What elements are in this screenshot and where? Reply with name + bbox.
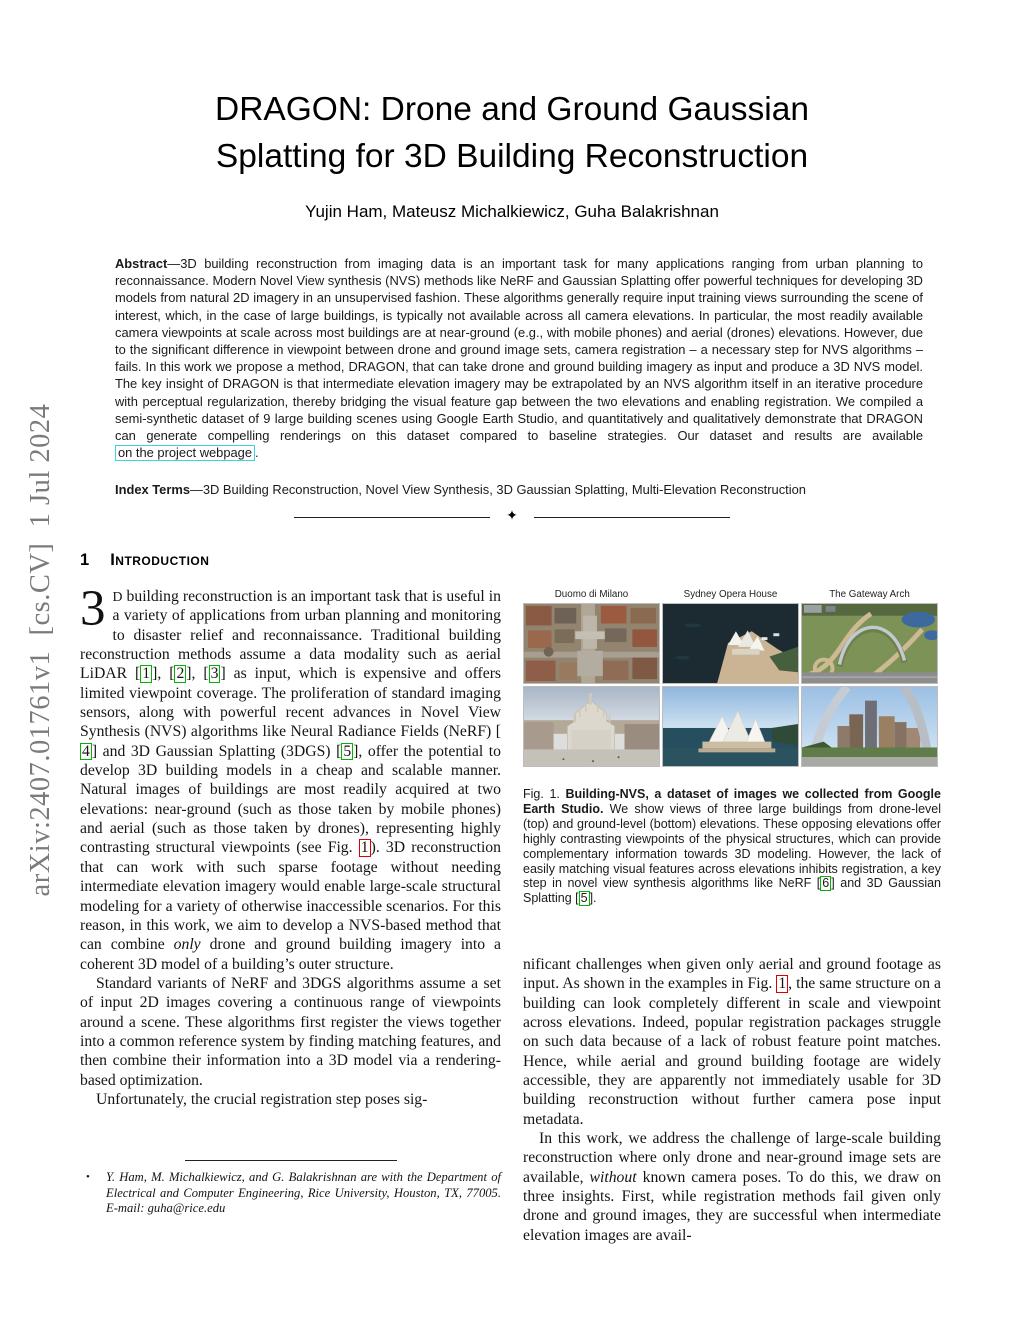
italic-text: only [173, 936, 201, 954]
author-footnote [80, 1160, 501, 1217]
section-1-number: 1 [80, 551, 90, 569]
intro-paragraph-5: In this work, we address the challenge of large-scale building reconstruction where only drone and near-ground image sets are available, without known camera poses. To do this, we draw on three insights. First, while registration methods fail given only drone and ground images, they are successful when intermediate elevation images are avail- [523, 1130, 941, 1244]
citation-link[interactable]: 2 [176, 665, 185, 683]
section-1-heading [80, 551, 209, 570]
abstract [115, 255, 923, 461]
figure-image-sydney-aerial [662, 603, 799, 684]
figure1-label-sydney: Sydney Opera House [683, 589, 778, 600]
index-terms-label: Index Terms [115, 482, 190, 497]
abstract-body: —3D building reconstruction from imaging data is an important task for many applications ranging from urban planning to reconnaissance. Modern Novel View synthesis (NVS) methods like NeRF and Gaussian Splatting offer powerful techniques for developing 3D models from natural 2D imagery in an unsupervised fashion. These algorithms generally require input training views surrounding the scene of interest, which, in the case of large buildings, is typically not available across all camera elevations. In particular, the most readily available camera viewpoints at scale across most buildings are at near-ground (e.g., with mobile phones) and aerial (drones) elevations. However, due to the significant difference in viewpoint between drone and ground image sets, camera registration – a necessary step for NVS algorithms – fails. In this work we propose a method, DRAGON, that can take drone and ground building imagery as input and produce a 3D NVS model. The key insight of DRAGON is that intermediate elevation imagery may be extrapolated by an NVS algorithm itself in an iterative procedure with perceptual regularization, thereby bridging the visual feature gap between the two elevations and enabling registration. We compiled a semi-synthetic dataset of 9 large building scenes using Google Earth Studio, and quantitatively and qualitatively demonstrate that DRAGON can generate compelling renderings on this dataset compared to baseline strategies. Our dataset and results are available on the project webpage . [115, 256, 923, 461]
intro-body-right [523, 955, 941, 1245]
citation-link[interactable]: 3 [210, 665, 219, 683]
index-terms-body: —3D Building Reconstruction, Novel View Synthesis, 3D Gaussian Splatting, Multi-Elevation Reconstruction [189, 482, 806, 497]
figure1-label-arch: The Gateway Arch [829, 589, 910, 600]
footnote-text: Y. Ham, M. Michalkiewicz, and G. Balakrishnan are with the Department of Electrical and Computer Engineering, Rice University, Houston, TX, 77005. E-mail: guha@rice.edu [106, 1170, 501, 1216]
italic-text: without [589, 1168, 637, 1186]
citation-link[interactable]: 5 [343, 742, 352, 760]
figure-image-arch-ground [801, 686, 938, 767]
paper-authors: Yujin Ham, Mateusz Michalkiewicz, Guha Balakrishnan [305, 202, 719, 221]
section-separator [0, 508, 1024, 526]
paper-title [0, 86, 1024, 180]
figure1-column-labels [523, 589, 941, 600]
figure-reference-link[interactable]: 1 [360, 839, 369, 857]
duomo-aerial-image [524, 604, 659, 683]
bold-text: Building-NVS, a dataset of images we collected from Google Earth Studio. [523, 787, 941, 816]
figure1-label-duomo: Duomo di Milano [554, 589, 629, 600]
figure-image-arch-aerial [801, 603, 938, 684]
index-terms [115, 481, 923, 498]
arch-aerial-image [802, 604, 937, 683]
dropcap: 3 [80, 581, 106, 637]
right-column [523, 551, 941, 1261]
figure-image-sydney-ground [662, 686, 799, 767]
footnote-bullet: • [86, 1171, 90, 1183]
duomo-ground-image [524, 687, 659, 766]
intro-body-left [80, 581, 502, 1109]
paper-title-line2: Splatting for 3D Building Reconstruction [215, 138, 809, 175]
diamond-icon: ✦ [506, 509, 518, 524]
figure-image-duomo-ground [523, 686, 660, 767]
figure1-caption: Fig. 1. Building-NVS, a dataset of images we collected from Google Earth Studio. We show views of three large buildings from drone-level (top) and ground-level (bottom) elevations. These opposing elevations offer highly contrasting viewpoints of the physical structures, which can provide complementary information towards 3D modeling. However, the lack of easily matching visual features across elevations inhibits registration, a key step in novel view synthesis algorithms like NeRF [ 6 ] and 3D Gaussian Splatting [ 5 ]. [523, 787, 942, 906]
sydney-aerial-image [663, 604, 798, 683]
paper-title-line1: DRAGON: Drone and Ground Gaussian [215, 91, 809, 128]
arch-ground-image [802, 687, 937, 766]
intro-paragraph-3: Unfortunately, the crucial registration step poses sig- [96, 1090, 428, 1108]
section-1-title: Introduction [110, 551, 210, 569]
figure-image-duomo-aerial [523, 603, 660, 684]
abstract-label: Abstract [115, 256, 168, 271]
arxiv-watermark: arXiv:2407.01761v1 [cs.CV] 1 Jul 2024 [25, 403, 56, 897]
citation-link[interactable]: 4 [82, 742, 90, 760]
intro-paragraph-1 [80, 581, 502, 974]
citation-link[interactable]: 6 [822, 876, 830, 891]
intro-paragraph-2: Standard variants of NeRF and 3DGS algorithms assume a set of input 2D images covering a continuous range of viewpoints around a scene. These algorithms first register the views together into a common reference system by finding matching features, and then combine their information into a 3D model via a rendering-based optimization. [80, 974, 501, 1089]
citation-link[interactable]: 5 [580, 891, 588, 906]
figure-reference-link[interactable]: 1 [778, 975, 787, 993]
lead-capital: D [112, 589, 123, 604]
footnote-rule [185, 1160, 397, 1161]
separator-rule-right [534, 517, 730, 518]
separator-rule-left [294, 517, 490, 518]
citation-link[interactable]: 1 [142, 665, 151, 683]
sydney-ground-image [663, 687, 798, 766]
figure1-image-grid [523, 603, 941, 767]
left-column [80, 551, 501, 1151]
intro-paragraph-4: nificant challenges when given only aerial and ground footage as input. As shown in the examples in Fig. 1 , the same structure on a building can look completely different in scale and viewpoint across elevations. Indeed, popular registration packages struggle on such data because of a lack of robust feature point matches. Hence, while aerial and ground building footage are widely accessible, they are apparently not immediately usable for 3D building reconstruction without further camera pose input metadata. [523, 956, 941, 1128]
intro-paragraph-1-text: D building reconstruction is an important task that is useful in a variety of applications from urban planning and monitoring to disaster relief and reconnaissance. Traditional building reconstruction methods assume a data modality such as aerial LiDAR [ 1 ], [ 2 ], [ 3 ] as input, which is expensive and offers limited viewpoint coverage. The proliferation of standard imaging sensors, along with powerful recent advances in Novel View Synthesis (NVS) algorithms like Neural Radiance Fields (NeRF) [4 ] and 3D Gaussian Splatting (3DGS) [ 5 ], offer the potential to develop 3D building models in a cheap and scalable manner. Natural images of buildings are most readily acquired at two elevations: near-ground (such as those taken by mobile phones) and aerial (such as those taken by drones), representing highly contrasting structural viewpoints (see Fig. 1 ). 3D reconstruction that can work with such sparse footage without needing intermediate elevation imagery would enable large-scale structural modeling for a variety of otherwise inaccessible scenarios. For this reason, in this work, we aim to develop a NVS-based method that can combine only drone and ground building imagery into a coherent 3D model of a building’s outer structure. [80, 588, 502, 973]
project-webpage-link[interactable]: on the project webpage [115, 445, 255, 461]
